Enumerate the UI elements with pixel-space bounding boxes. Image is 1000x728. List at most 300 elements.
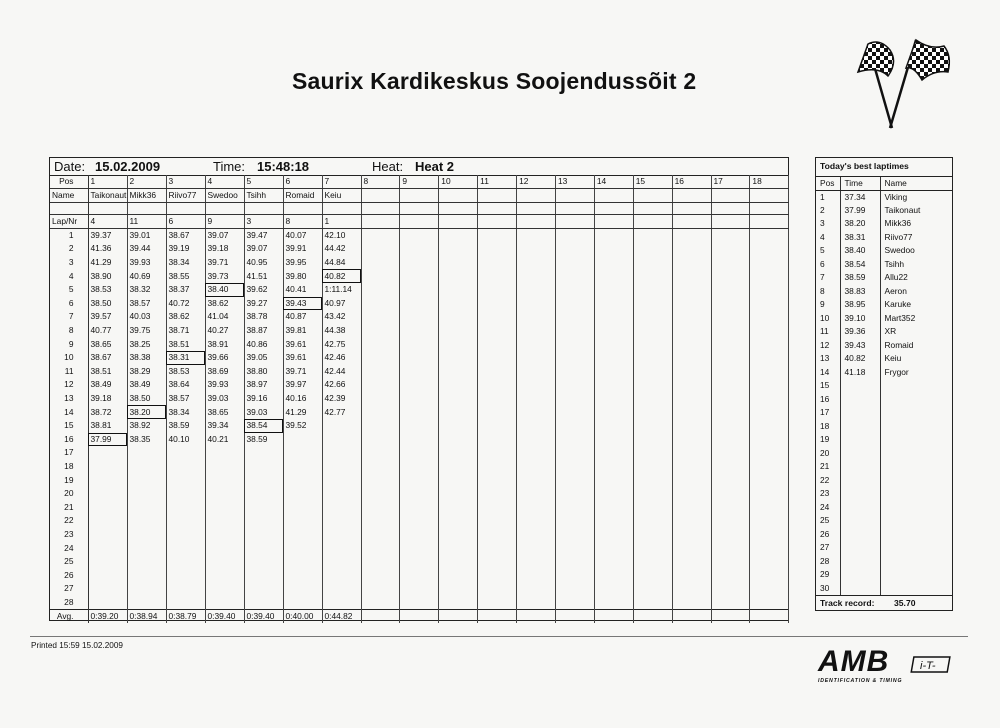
lap-time-cell bbox=[555, 473, 594, 487]
lap-time-cell bbox=[439, 351, 478, 365]
lap-time-cell bbox=[750, 419, 789, 433]
lap-number-cell: 7 bbox=[50, 310, 88, 324]
lap-time-cell bbox=[594, 555, 633, 569]
lap-time-cell bbox=[283, 568, 322, 582]
lap-time-cell: 39.37 bbox=[88, 229, 127, 243]
lap-time-cell bbox=[517, 337, 556, 351]
kart-number-cell bbox=[750, 215, 789, 229]
best-pos-cell: 1 bbox=[816, 190, 840, 204]
lap-time-cell bbox=[322, 433, 361, 447]
lap-time-cell bbox=[633, 392, 672, 406]
lap-time-cell bbox=[439, 405, 478, 419]
lap-number-cell: 19 bbox=[50, 473, 88, 487]
lap-time-cell bbox=[633, 310, 672, 324]
lap-time-cell bbox=[750, 596, 789, 610]
lap-time-cell bbox=[555, 460, 594, 474]
lap-time-cell: 38.32 bbox=[127, 283, 166, 297]
position-cell: 7 bbox=[322, 175, 361, 189]
best-name-cell: Taikonaut bbox=[884, 204, 921, 215]
lap-time-cell bbox=[711, 419, 750, 433]
position-cell: 17 bbox=[711, 175, 750, 189]
lap-time-cell: 39.71 bbox=[205, 256, 244, 270]
lap-time-cell bbox=[750, 460, 789, 474]
lap-time-cell bbox=[672, 460, 711, 474]
lap-time-cell bbox=[517, 283, 556, 297]
lap-time-cell bbox=[594, 405, 633, 419]
lap-time-cell bbox=[633, 405, 672, 419]
lap-time-cell bbox=[594, 392, 633, 406]
checkered-flags-icon bbox=[848, 36, 958, 132]
lap-time-cell bbox=[750, 242, 789, 256]
page-title: Saurix Kardikeskus Soojendussõit 2 bbox=[292, 68, 697, 94]
lap-time-cell: 39.07 bbox=[244, 242, 283, 256]
lap-time-cell: 38.87 bbox=[244, 324, 283, 338]
position-cell: 9 bbox=[400, 175, 439, 189]
lap-time-cell: 38.72 bbox=[88, 405, 127, 419]
lap-time-cell bbox=[283, 446, 322, 460]
lap-time-cell bbox=[322, 582, 361, 596]
lap-time-cell bbox=[633, 256, 672, 270]
best-pos-cell: 22 bbox=[816, 474, 840, 488]
best-name-cell bbox=[880, 433, 952, 447]
best-time-cell: 41.18 bbox=[840, 366, 880, 380]
lap-time-cell bbox=[439, 242, 478, 256]
lap-time-cell: 39.03 bbox=[205, 392, 244, 406]
lap-time-cell bbox=[517, 392, 556, 406]
lap-time-cell bbox=[517, 582, 556, 596]
lap-time-cell bbox=[672, 378, 711, 392]
lap-time-cell bbox=[711, 446, 750, 460]
lap-time-cell bbox=[205, 541, 244, 555]
lap-time-cell bbox=[478, 541, 517, 555]
lap-time-cell bbox=[672, 582, 711, 596]
lap-time-cell bbox=[400, 433, 439, 447]
lap-time-cell bbox=[127, 555, 166, 569]
position-cell: 14 bbox=[594, 175, 633, 189]
lap-time-cell: 38.49 bbox=[88, 378, 127, 392]
lap-time-cell bbox=[594, 242, 633, 256]
lap-time-cell: 40.77 bbox=[88, 324, 127, 338]
lap-time-cell: 38.50 bbox=[127, 392, 166, 406]
lap-time-cell bbox=[439, 392, 478, 406]
driver-name-cell: Riivo77 bbox=[166, 189, 205, 203]
lap-time-cell bbox=[633, 433, 672, 447]
lap-time-cell: 39.34 bbox=[205, 419, 244, 433]
best-name-cell: Frygor bbox=[884, 366, 909, 377]
best-time-cell bbox=[840, 393, 880, 407]
lap-time-cell bbox=[244, 541, 283, 555]
lap-time-cell: 38.55 bbox=[166, 269, 205, 283]
lap-time-cell bbox=[517, 541, 556, 555]
lap-time-cell bbox=[166, 568, 205, 582]
lap-time-cell bbox=[672, 446, 711, 460]
lap-time-cell bbox=[478, 229, 517, 243]
lap-time-cell bbox=[361, 256, 400, 270]
kart-number-cell bbox=[478, 215, 517, 229]
lap-time-cell bbox=[517, 433, 556, 447]
lap-time-cell: 40.27 bbox=[205, 324, 244, 338]
best-time-cell: 40.82 bbox=[840, 352, 880, 366]
best-time-cell: 37.34 bbox=[840, 190, 880, 204]
average-cell: 0:38.79 bbox=[166, 609, 205, 623]
lap-time-cell bbox=[750, 229, 789, 243]
driver-name-cell bbox=[361, 189, 400, 203]
best-name-cell bbox=[880, 582, 952, 596]
kart-number-cell bbox=[361, 215, 400, 229]
driver-name-cell: Tsihh bbox=[244, 189, 283, 203]
lap-time-cell bbox=[594, 541, 633, 555]
lap-time-cell bbox=[283, 500, 322, 514]
lap-time-cell: 40.21 bbox=[205, 433, 244, 447]
lap-time-cell bbox=[361, 378, 400, 392]
best-pos-cell: 27 bbox=[816, 541, 840, 555]
lap-time-cell bbox=[361, 392, 400, 406]
lap-time-cell bbox=[478, 256, 517, 270]
lap-time-cell bbox=[555, 310, 594, 324]
lap-time-cell: 40.10 bbox=[166, 433, 205, 447]
lap-time-cell bbox=[439, 473, 478, 487]
driver-name-cell bbox=[750, 189, 789, 203]
lap-time-cell bbox=[672, 269, 711, 283]
position-cell: 13 bbox=[555, 175, 594, 189]
best-pos-cell: 30 bbox=[816, 582, 840, 596]
lap-time-cell bbox=[711, 528, 750, 542]
lap-time-cell bbox=[439, 582, 478, 596]
lap-time-cell bbox=[711, 514, 750, 528]
best-time-cell: 38.59 bbox=[840, 271, 880, 285]
lap-time-cell: 38.92 bbox=[127, 419, 166, 433]
lap-time-cell: 39.43 bbox=[283, 297, 322, 311]
lap-time-cell bbox=[517, 351, 556, 365]
lap-time-cell: 39.95 bbox=[283, 256, 322, 270]
lap-time-cell: 38.67 bbox=[88, 351, 127, 365]
average-cell: 0:38.94 bbox=[127, 609, 166, 623]
average-cell: 0:39.20 bbox=[88, 609, 127, 623]
lap-time-cell bbox=[517, 568, 556, 582]
lap-time-cell bbox=[633, 555, 672, 569]
lap-time-cell bbox=[283, 528, 322, 542]
lap-time-cell bbox=[400, 229, 439, 243]
average-cell bbox=[478, 609, 517, 623]
best-pos-cell: 8 bbox=[816, 285, 840, 299]
lap-time-cell: 39.61 bbox=[283, 337, 322, 351]
lap-time-cell bbox=[672, 283, 711, 297]
lap-time-cell bbox=[361, 405, 400, 419]
lap-number-cell: 13 bbox=[50, 392, 88, 406]
lap-time-cell bbox=[439, 310, 478, 324]
lap-time-cell bbox=[166, 514, 205, 528]
lap-time-cell: 38.20 bbox=[127, 405, 166, 419]
lap-time-cell bbox=[633, 473, 672, 487]
lap-time-cell bbox=[205, 582, 244, 596]
spacer-cell bbox=[244, 203, 283, 215]
lap-time-cell bbox=[439, 596, 478, 610]
lap-time-cell bbox=[672, 433, 711, 447]
lap-time-cell: 38.31 bbox=[166, 351, 205, 365]
spacer-cell bbox=[594, 203, 633, 215]
lap-time-cell bbox=[517, 487, 556, 501]
lap-time-cell bbox=[672, 473, 711, 487]
best-name-cell: Swedoo bbox=[884, 245, 915, 256]
best-pos-cell: 28 bbox=[816, 555, 840, 569]
lap-time-cell: 40.82 bbox=[322, 269, 361, 283]
lap-time-cell bbox=[361, 310, 400, 324]
lap-time-cell bbox=[517, 229, 556, 243]
lap-time-cell bbox=[517, 473, 556, 487]
lap-time-cell bbox=[400, 541, 439, 555]
lap-time-cell bbox=[478, 405, 517, 419]
driver-name-cell bbox=[672, 189, 711, 203]
lap-time-cell bbox=[400, 596, 439, 610]
lap-time-cell bbox=[283, 555, 322, 569]
spacer-cell bbox=[672, 203, 711, 215]
lap-time-cell bbox=[88, 528, 127, 542]
lap-time-cell bbox=[594, 514, 633, 528]
lap-time-cell bbox=[478, 568, 517, 582]
lap-time-cell bbox=[88, 473, 127, 487]
lap-time-cell bbox=[594, 283, 633, 297]
best-name-cell bbox=[880, 460, 952, 474]
lap-time-cell bbox=[517, 242, 556, 256]
lap-time-cell bbox=[127, 446, 166, 460]
lap-number-cell: 20 bbox=[50, 487, 88, 501]
lap-time-cell bbox=[400, 283, 439, 297]
best-time-cell bbox=[840, 555, 880, 569]
lap-time-cell bbox=[555, 365, 594, 379]
lap-time-cell bbox=[361, 446, 400, 460]
lap-time-cell: 40.72 bbox=[166, 297, 205, 311]
lap-time-cell bbox=[400, 365, 439, 379]
footer-divider bbox=[30, 636, 968, 637]
lap-time-cell bbox=[205, 473, 244, 487]
lap-time-cell bbox=[711, 568, 750, 582]
lap-time-cell: 38.54 bbox=[244, 419, 283, 433]
position-cell: 2 bbox=[127, 175, 166, 189]
lap-time-cell bbox=[555, 514, 594, 528]
lap-times-table bbox=[49, 157, 789, 621]
best-time-header: Time bbox=[840, 176, 880, 190]
lap-time-cell: 39.73 bbox=[205, 269, 244, 283]
lap-time-cell bbox=[361, 487, 400, 501]
lap-time-cell: 39.18 bbox=[88, 392, 127, 406]
lap-time-cell bbox=[478, 555, 517, 569]
lap-time-cell bbox=[166, 555, 205, 569]
lap-time-cell bbox=[244, 596, 283, 610]
best-pos-cell: 13 bbox=[816, 352, 840, 366]
lap-time-cell bbox=[88, 596, 127, 610]
lap-time-cell bbox=[594, 256, 633, 270]
driver-name-cell: Romaid bbox=[283, 189, 322, 203]
lap-time-cell bbox=[283, 582, 322, 596]
lap-time-cell bbox=[205, 514, 244, 528]
lap-time-cell bbox=[555, 242, 594, 256]
lap-time-cell: 38.51 bbox=[88, 365, 127, 379]
lap-time-cell bbox=[750, 351, 789, 365]
best-name-cell bbox=[880, 528, 952, 542]
best-time-cell: 38.54 bbox=[840, 258, 880, 272]
driver-name-cell bbox=[594, 189, 633, 203]
heat-value: Heat 2 bbox=[415, 159, 455, 174]
spacer-cell bbox=[400, 203, 439, 215]
lap-time-cell: 38.90 bbox=[88, 269, 127, 283]
lap-time-cell bbox=[672, 337, 711, 351]
lap-time-cell bbox=[594, 473, 633, 487]
best-time-cell bbox=[840, 406, 880, 420]
lap-time-cell bbox=[594, 528, 633, 542]
track-record bbox=[816, 595, 952, 610]
lap-time-cell bbox=[205, 596, 244, 610]
lap-time-cell bbox=[711, 487, 750, 501]
spacer-cell bbox=[127, 203, 166, 215]
lap-time-cell bbox=[205, 460, 244, 474]
lap-time-cell bbox=[555, 269, 594, 283]
spacer-cell bbox=[283, 203, 322, 215]
lap-time-cell bbox=[478, 283, 517, 297]
amb-logo-suffix: i-T- bbox=[920, 660, 936, 672]
lap-time-cell bbox=[517, 256, 556, 270]
lap-time-cell: 39.52 bbox=[283, 419, 322, 433]
lap-time-cell bbox=[127, 582, 166, 596]
lap-number-cell: 22 bbox=[50, 514, 88, 528]
best-name-cell: Mikk36 bbox=[884, 218, 912, 229]
kart-number-cell bbox=[400, 215, 439, 229]
lap-time-cell bbox=[711, 596, 750, 610]
best-pos-header: Pos bbox=[816, 176, 840, 190]
lap-time-cell bbox=[244, 460, 283, 474]
lap-time-cell bbox=[400, 310, 439, 324]
lap-time-cell bbox=[750, 297, 789, 311]
kart-number-cell: 1 bbox=[322, 215, 361, 229]
best-pos-cell: 9 bbox=[816, 298, 840, 312]
kart-number-cell bbox=[517, 215, 556, 229]
lap-time-cell bbox=[594, 487, 633, 501]
lap-time-cell bbox=[478, 596, 517, 610]
lap-time-cell bbox=[555, 446, 594, 460]
best-time-cell: 39.36 bbox=[840, 325, 880, 339]
lap-time-cell: 42.66 bbox=[322, 378, 361, 392]
lap-time-cell: 38.57 bbox=[127, 297, 166, 311]
lap-number-cell: 12 bbox=[50, 378, 88, 392]
lap-time-cell: 42.75 bbox=[322, 337, 361, 351]
lap-time-cell bbox=[400, 446, 439, 460]
lap-time-cell: 39.93 bbox=[205, 378, 244, 392]
best-pos-cell: 24 bbox=[816, 501, 840, 515]
best-pos-cell: 17 bbox=[816, 406, 840, 420]
lap-time-cell bbox=[672, 351, 711, 365]
lap-time-cell: 40.97 bbox=[322, 297, 361, 311]
lap-time-cell bbox=[166, 473, 205, 487]
driver-name-cell bbox=[517, 189, 556, 203]
lap-time-cell bbox=[478, 351, 517, 365]
best-name-cell bbox=[880, 406, 952, 420]
position-cell: 5 bbox=[244, 175, 283, 189]
driver-name-cell: Keiu bbox=[322, 189, 361, 203]
lap-time-cell bbox=[633, 514, 672, 528]
lap-time-cell: 39.07 bbox=[205, 229, 244, 243]
lap-time-cell bbox=[555, 555, 594, 569]
lap-time-cell bbox=[672, 419, 711, 433]
lap-time-cell bbox=[633, 269, 672, 283]
spacer-cell bbox=[166, 203, 205, 215]
average-cell bbox=[517, 609, 556, 623]
driver-name-cell bbox=[400, 189, 439, 203]
lap-time-cell bbox=[478, 310, 517, 324]
lap-time-cell bbox=[711, 582, 750, 596]
lap-time-cell bbox=[400, 297, 439, 311]
lap-time-cell: 39.61 bbox=[283, 351, 322, 365]
lap-time-cell bbox=[439, 514, 478, 528]
lap-time-cell bbox=[361, 528, 400, 542]
lap-time-cell bbox=[633, 242, 672, 256]
lap-time-cell bbox=[750, 269, 789, 283]
lap-number-cell: 18 bbox=[50, 460, 88, 474]
position-cell: 18 bbox=[750, 175, 789, 189]
lap-time-cell: 38.38 bbox=[127, 351, 166, 365]
lap-time-cell bbox=[594, 446, 633, 460]
lap-time-cell bbox=[322, 568, 361, 582]
lap-time-cell bbox=[750, 446, 789, 460]
lap-time-cell: 44.38 bbox=[322, 324, 361, 338]
lap-time-cell bbox=[244, 568, 283, 582]
lap-time-cell bbox=[361, 473, 400, 487]
lap-time-cell bbox=[672, 242, 711, 256]
lap-time-cell bbox=[594, 378, 633, 392]
lap-time-cell bbox=[672, 310, 711, 324]
lap-time-cell: 38.80 bbox=[244, 365, 283, 379]
lap-time-cell bbox=[478, 528, 517, 542]
best-pos-cell: 15 bbox=[816, 379, 840, 393]
best-pos-cell: 19 bbox=[816, 433, 840, 447]
lap-time-cell bbox=[711, 229, 750, 243]
lap-time-cell: 1:11.14 bbox=[322, 283, 361, 297]
lap-time-cell bbox=[244, 555, 283, 569]
lap-time-cell bbox=[478, 487, 517, 501]
lap-time-cell bbox=[711, 473, 750, 487]
heat-header bbox=[50, 158, 788, 176]
lap-number-cell: 4 bbox=[50, 269, 88, 283]
lap-time-cell bbox=[594, 310, 633, 324]
lap-time-cell bbox=[750, 473, 789, 487]
lap-time-cell: 38.62 bbox=[166, 310, 205, 324]
lap-time-cell bbox=[478, 514, 517, 528]
lap-time-cell bbox=[478, 419, 517, 433]
lap-time-cell bbox=[478, 446, 517, 460]
lap-time-cell: 39.97 bbox=[283, 378, 322, 392]
lap-time-cell bbox=[555, 582, 594, 596]
best-time-cell: 38.83 bbox=[840, 285, 880, 299]
driver-name-cell: Taikonaut bbox=[88, 189, 127, 203]
lap-number-cell: 27 bbox=[50, 582, 88, 596]
spacer-cell bbox=[205, 203, 244, 215]
lap-time-cell bbox=[439, 229, 478, 243]
lap-time-cell: 38.65 bbox=[88, 337, 127, 351]
lap-time-cell bbox=[750, 310, 789, 324]
lap-time-cell bbox=[555, 405, 594, 419]
lap-time-cell bbox=[672, 297, 711, 311]
lap-number-cell: 10 bbox=[50, 351, 88, 365]
lap-time-cell bbox=[244, 514, 283, 528]
lap-time-cell bbox=[517, 324, 556, 338]
best-name-cell bbox=[880, 379, 952, 393]
lap-time-cell: 40.03 bbox=[127, 310, 166, 324]
lap-time-cell: 42.44 bbox=[322, 365, 361, 379]
lap-time-cell bbox=[711, 324, 750, 338]
kart-number-cell bbox=[633, 215, 672, 229]
lap-time-cell bbox=[711, 433, 750, 447]
lap-time-cell: 38.40 bbox=[205, 283, 244, 297]
lap-time-cell: 40.86 bbox=[244, 337, 283, 351]
lap-time-cell bbox=[555, 324, 594, 338]
